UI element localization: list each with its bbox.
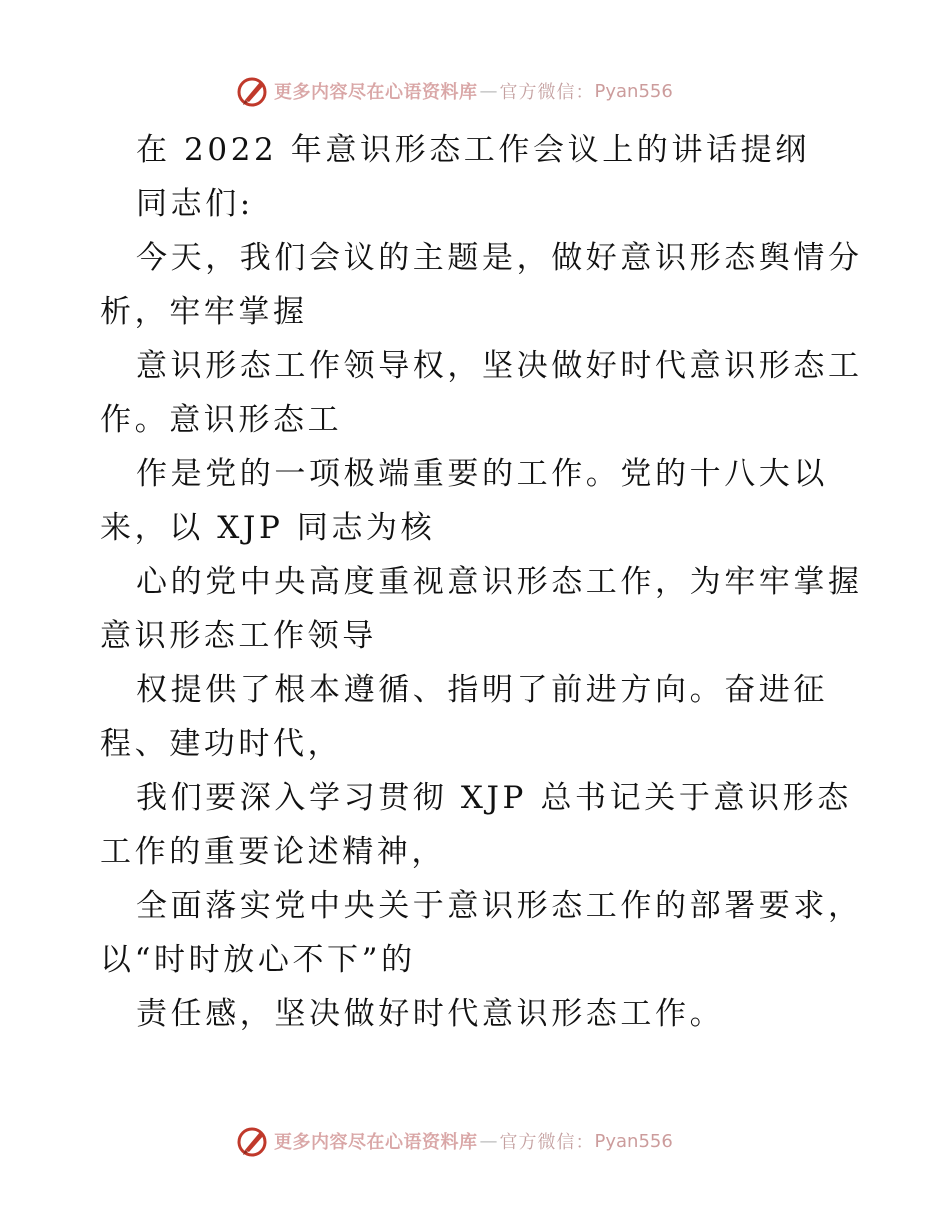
text-line: 作是党的一项极端重要的工作。党的十八大以 [136,456,828,492]
pen-logo-icon [236,74,270,108]
watermark-text: 更多内容尽在心语资料库 [274,82,478,103]
text-line: 意识形态工作领导 [100,618,377,654]
text-line: 全面落实党中央关于意识形态工作的部署要求， [136,888,863,924]
watermark-separator: — [479,1130,498,1152]
watermark-contact-id: Pyan556 [594,80,673,102]
text-line: 来，以 XJP 同志为核 [100,510,436,546]
watermark-contact-label: 官方微信： [499,1132,595,1153]
text-line: 责任感，坚决做好时代意识形态工作。 [136,996,725,1032]
document-title: 在 2022 年意识形态工作会议上的讲话提纲 [136,132,810,168]
watermark-text: 更多内容尽在心语资料库 [274,1132,478,1153]
header-watermark [236,74,673,108]
text-line: 工作的重要论述精神， [100,834,446,870]
pen-logo-icon [236,1124,270,1158]
text-line: 心的党中央高度重视意识形态工作，为牢牢掌握 [136,564,863,600]
watermark-separator: — [479,80,498,102]
salutation: 同志们: [136,186,254,222]
text-line: 意识形态工作领导权，坚决做好时代意识形态工 [136,348,863,384]
text-line: 析，牢牢掌握 [100,294,308,330]
text-line: 以“时时放心不下”的 [100,942,416,978]
watermark-contact-label: 官方微信： [499,82,595,103]
text-line: 权提供了根本遵循、指明了前进方向。奋进征 [136,672,828,708]
text-line: 我们要深入学习贯彻 XJP 总书记关于意识形态 [136,780,852,816]
text-line: 作。意识形态工 [100,402,343,438]
watermark-contact-id: Pyan556 [594,1130,673,1152]
footer-watermark [236,1124,673,1158]
document-body [100,123,863,1041]
text-line: 今天，我们会议的主题是，做好意识形态舆情分 [136,240,863,276]
text-line: 程、建功时代， [100,726,343,762]
